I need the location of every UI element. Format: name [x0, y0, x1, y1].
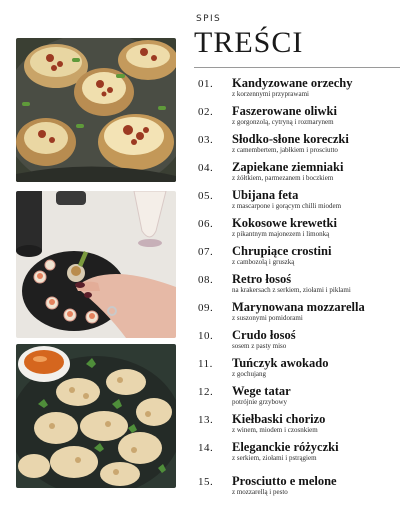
entry-number: 09.	[198, 302, 214, 314]
entry-number: 15.	[198, 476, 214, 488]
entry-subtitle: z suszonymi pomidorami	[232, 314, 303, 322]
entry-title: Ubijana feta	[232, 188, 299, 202]
entry-subtitle: z cambozolą i gruszką	[232, 258, 295, 266]
entry-subtitle: z camembertem, jabłkiem i prosciutto	[232, 146, 338, 154]
entry-subtitle: z serkiem, ziołami i pstrągiem	[232, 454, 317, 462]
entry-number: 14.	[198, 442, 214, 454]
entry-subtitle: na krakersach z serkiem, ziołami i piklami	[232, 286, 351, 294]
entry-subtitle: z mozzarellą i pesto	[232, 488, 288, 496]
entry-number: 08.	[198, 274, 214, 286]
entry-title: Słodko-słone koreczki	[232, 132, 349, 146]
entry-title: Prosciutto e melone	[232, 474, 337, 488]
entry-subtitle: z żółtkiem, parmezanem i boczkiem	[232, 174, 334, 182]
entry-subtitle: z pikantnym majonezem i limonką	[232, 230, 330, 238]
entry-title: Kiełbaski chorizo	[232, 412, 326, 426]
entry-title: Kandyzowane orzechy	[232, 76, 353, 90]
entry-title: Zapiekane ziemniaki	[232, 160, 344, 174]
entry-number: 03.	[198, 134, 214, 146]
page-title: TREŚCI	[194, 26, 304, 59]
photo-stuffed-potatoes	[16, 38, 176, 182]
entry-subtitle: potrójnie grzybowy	[232, 398, 288, 406]
entry-number: 06.	[198, 218, 214, 230]
entry-number: 02.	[198, 106, 214, 118]
entry-subtitle: z korzennymi przyprawami	[232, 90, 309, 98]
section-kicker: SPIS	[196, 14, 222, 24]
entry-number: 11.	[198, 358, 213, 370]
entry-title: Tuńczyk awokado	[232, 356, 329, 370]
entry-number: 10.	[198, 330, 214, 342]
entry-number: 07.	[198, 246, 214, 258]
entry-number: 13.	[198, 414, 214, 426]
entry-number: 05.	[198, 190, 214, 202]
entry-title: Chrupiące crostini	[232, 244, 332, 258]
entry-title: Wege tatar	[232, 384, 291, 398]
entry-subtitle: z gochujang	[232, 370, 267, 378]
entry-subtitle: z gorgonzolą, cytryną i rozmarynem	[232, 118, 334, 126]
entry-title: Marynowana mozzarella	[232, 300, 365, 314]
entry-title: Retro łosoś	[232, 272, 292, 286]
entry-title: Crudo łosoś	[232, 328, 296, 342]
photo-salmon-bites-plate	[16, 191, 176, 338]
entry-title: Faszerowane oliwki	[232, 104, 337, 118]
entry-title: Kokosowe krewetki	[232, 216, 337, 230]
entry-title: Eleganckie różyczki	[232, 440, 339, 454]
entry-number: 12.	[198, 386, 214, 398]
entry-number: 04.	[198, 162, 214, 174]
title-divider	[194, 67, 400, 68]
entry-subtitle: z winem, miodem i czosnkiem	[232, 426, 318, 434]
entry-subtitle: sosem z pasty miso	[232, 342, 287, 350]
photo-coconut-shrimp	[16, 344, 176, 488]
entry-subtitle: z mascarpone i gorącym chilli miodem	[232, 202, 342, 210]
entry-number: 01.	[198, 78, 214, 90]
